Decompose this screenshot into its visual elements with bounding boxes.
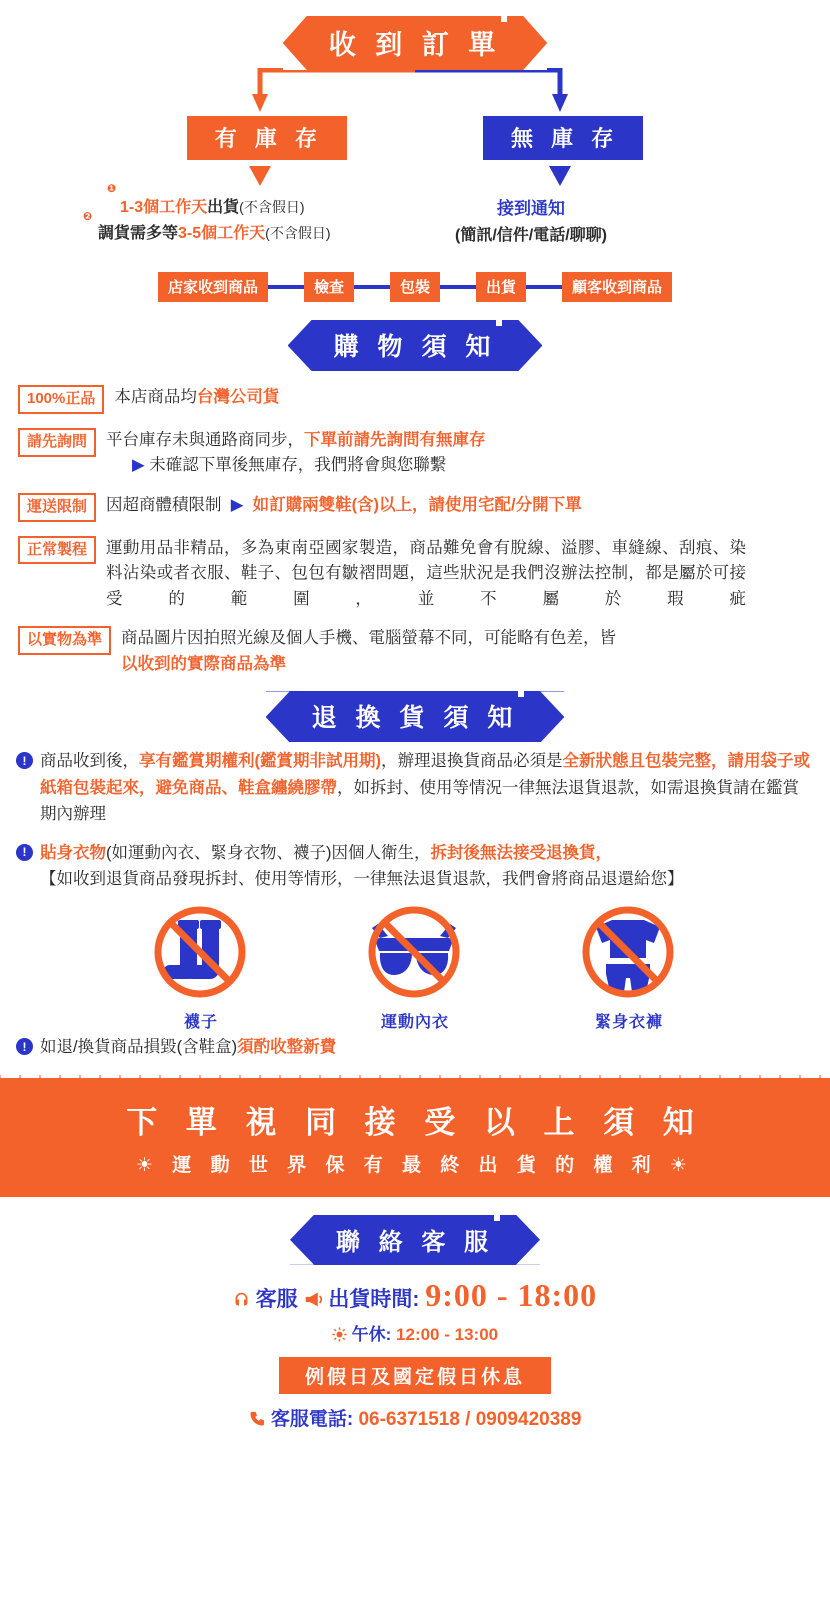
acceptance-line-2: ☀ 運 動 世 界 保 有 最 終 出 貨 的 權 利 ☀	[136, 1154, 694, 1176]
marker-1: ❶	[107, 183, 117, 195]
notice-row	[18, 385, 812, 414]
sports-bra-icon	[350, 904, 480, 1000]
non-returnable-icons	[0, 904, 830, 1032]
noon-break-row	[0, 1320, 830, 1347]
restock-prefix: 調貨需多等	[98, 225, 179, 242]
exclamation-icon: !	[16, 752, 33, 769]
return-policy-banner	[0, 691, 830, 742]
return-policy-extra	[0, 1034, 830, 1060]
outstock-channels: (簡訊/信件/電話/聊聊)	[455, 227, 607, 244]
in-stock-label: 有 庫 存	[187, 116, 347, 160]
tight-clothing-icon	[564, 904, 694, 1000]
policy-item	[16, 840, 814, 893]
out-of-stock-label: 無 庫 存	[483, 116, 643, 160]
ribbon-notch-right	[523, 16, 547, 70]
notice-text: 平台庫存未與通路商同步，下單前請先詢問有無庫存 ▶ 未確認下單後無庫存，我們將會與您聯繫	[106, 430, 486, 475]
scallop-edge	[0, 1066, 830, 1078]
notice-tag: 運送限制	[18, 493, 96, 522]
instock-days-1: 1-3個工作天	[120, 199, 208, 216]
socks-icon-box	[116, 904, 286, 1032]
exclamation-icon: !	[16, 844, 33, 861]
notice-tag: 請先詢問	[18, 428, 96, 457]
notice-text: 商品圖片因拍照光線及個人手機、電腦螢幕不同，可能略有色差，皆 以收到的實際商品為準	[121, 629, 617, 673]
phone-row	[0, 1404, 830, 1433]
restock-days: 3-5個工作天	[178, 225, 266, 242]
notice-tag: 100%正品	[18, 385, 104, 414]
exclamation-icon: !	[16, 1038, 33, 1055]
step-5: 顧客收到商品	[562, 272, 672, 302]
down-arrows	[0, 164, 830, 190]
policy-item	[16, 1034, 814, 1060]
ship-time-label: 出貨時間:	[328, 1287, 420, 1311]
contact-title: 聯 絡 客 服	[335, 1228, 494, 1256]
holiday-notice: 例假日及國定假日休息	[279, 1357, 551, 1394]
stock-status-row	[0, 116, 830, 160]
phone-label: 客服電話:	[270, 1408, 354, 1430]
noon-label: 午休:	[351, 1324, 392, 1344]
acceptance-line-1: 下 單 視 同 接 受 以 上 須 知	[126, 1104, 704, 1140]
step-2: 檢查	[304, 272, 354, 302]
policy-item	[16, 748, 814, 827]
outstock-notify: 接到通知	[497, 199, 565, 218]
shipping-hours-row	[0, 1277, 830, 1314]
notice-row	[18, 536, 812, 613]
noon-value: 12:00 - 13:00	[396, 1324, 499, 1344]
return-policy-list	[0, 748, 830, 892]
notice-tag: 正常製程	[18, 536, 96, 565]
notice-row	[18, 428, 812, 479]
restock-note: (不含假日)	[265, 225, 331, 241]
ribbon-notch-right	[518, 320, 542, 371]
instock-ship-word: 出貨	[207, 199, 240, 216]
megaphone-icon	[304, 1290, 323, 1314]
policy-text: 如退/換貨商品損毀(含鞋盒)須酌收整新費	[40, 1038, 337, 1057]
sports-bra-label: 運動內衣	[380, 1014, 449, 1032]
step-connector	[354, 285, 390, 289]
instock-note-1: (不含假日)	[239, 199, 305, 215]
acceptance-banner	[0, 1075, 830, 1197]
order-received-banner	[0, 16, 830, 70]
holiday-row	[0, 1347, 830, 1394]
step-4: 出貨	[476, 272, 526, 302]
notice-row	[18, 626, 812, 677]
branch-detail-text	[0, 183, 830, 260]
shopping-notice-title: 購 物 須 知	[333, 333, 497, 361]
step-3: 包裝	[390, 272, 440, 302]
fulfilment-steps	[0, 272, 830, 302]
headset-icon	[233, 1290, 250, 1314]
tight-clothing-icon-box	[544, 904, 714, 1032]
notice-text: 本店商品均台灣公司貨	[114, 388, 280, 406]
marker-2: ❷	[83, 211, 93, 223]
notice-tag: 以實物為準	[18, 626, 111, 655]
return-policy-title: 退 換 貨 須 知	[311, 704, 519, 733]
notice-text: 因超商體積限制 ▶ 如訂購兩雙鞋(含)以上，請使用宅配/分開下單	[106, 495, 582, 514]
step-1: 店家收到商品	[158, 272, 268, 302]
tight-clothing-label: 緊身衣褲	[594, 1014, 663, 1032]
ship-time-value: 9:00 - 18:00	[425, 1276, 598, 1313]
branch-arrows	[0, 68, 830, 114]
ribbon-notch-left	[283, 16, 307, 70]
ribbon-notch-left	[288, 320, 312, 371]
contact-banner	[0, 1215, 830, 1265]
ribbon-notch-left	[290, 1215, 314, 1265]
sun-icon	[332, 1327, 347, 1347]
notice-row	[18, 493, 812, 522]
socks-label: 襪子	[183, 1014, 218, 1032]
service-label: 客服	[255, 1287, 298, 1311]
ribbon-notch-right	[540, 691, 564, 742]
ribbon-notch-left	[266, 691, 290, 742]
step-connector	[268, 285, 304, 289]
ribbon-notch-right	[516, 1215, 540, 1265]
sports-bra-icon-box	[330, 904, 500, 1032]
order-flow-section	[0, 0, 830, 302]
policy-text: 商品收到後，享有鑑賞期權利(鑑賞期非試用期)，辦理退換貨商品必須是全新狀態且包裝完整，請用袋子或紙箱包裝起來，避免商品、鞋盒纏繞膠帶，如拆封、使用等情況一律無法退貨退款，如需退換貨請在鑑賞期內辦理	[40, 752, 810, 824]
step-connector	[440, 285, 476, 289]
contact-section	[0, 1197, 830, 1433]
phone-number: 06-6371518 / 0909420389	[358, 1408, 582, 1430]
shopping-notice-list	[0, 385, 830, 677]
socks-icon	[136, 904, 266, 1000]
step-connector	[526, 285, 562, 289]
order-received-title: 收 到 訂 單	[328, 30, 502, 60]
notice-text: 運動用品非精品，多為東南亞國家製造，商品難免會有脫線、溢膠、車縫線、刮痕、染料沾染或者衣服、鞋子、包包有皺褶問題，這些狀況是我們沒辦法控制，都是屬於可接受的範圍，並不屬於瑕疵	[106, 538, 747, 608]
shopping-notice-banner	[0, 320, 830, 371]
policy-text: 貼身衣物(如運動內衣、緊身衣物、襪子)因個人衛生，拆封後無法接受退換貨， 【如收到退貨商品發現拆封、使用等情形，一律無法退貨退款，我們會將商品退還給您】	[40, 843, 684, 888]
phone-icon	[249, 1410, 266, 1433]
